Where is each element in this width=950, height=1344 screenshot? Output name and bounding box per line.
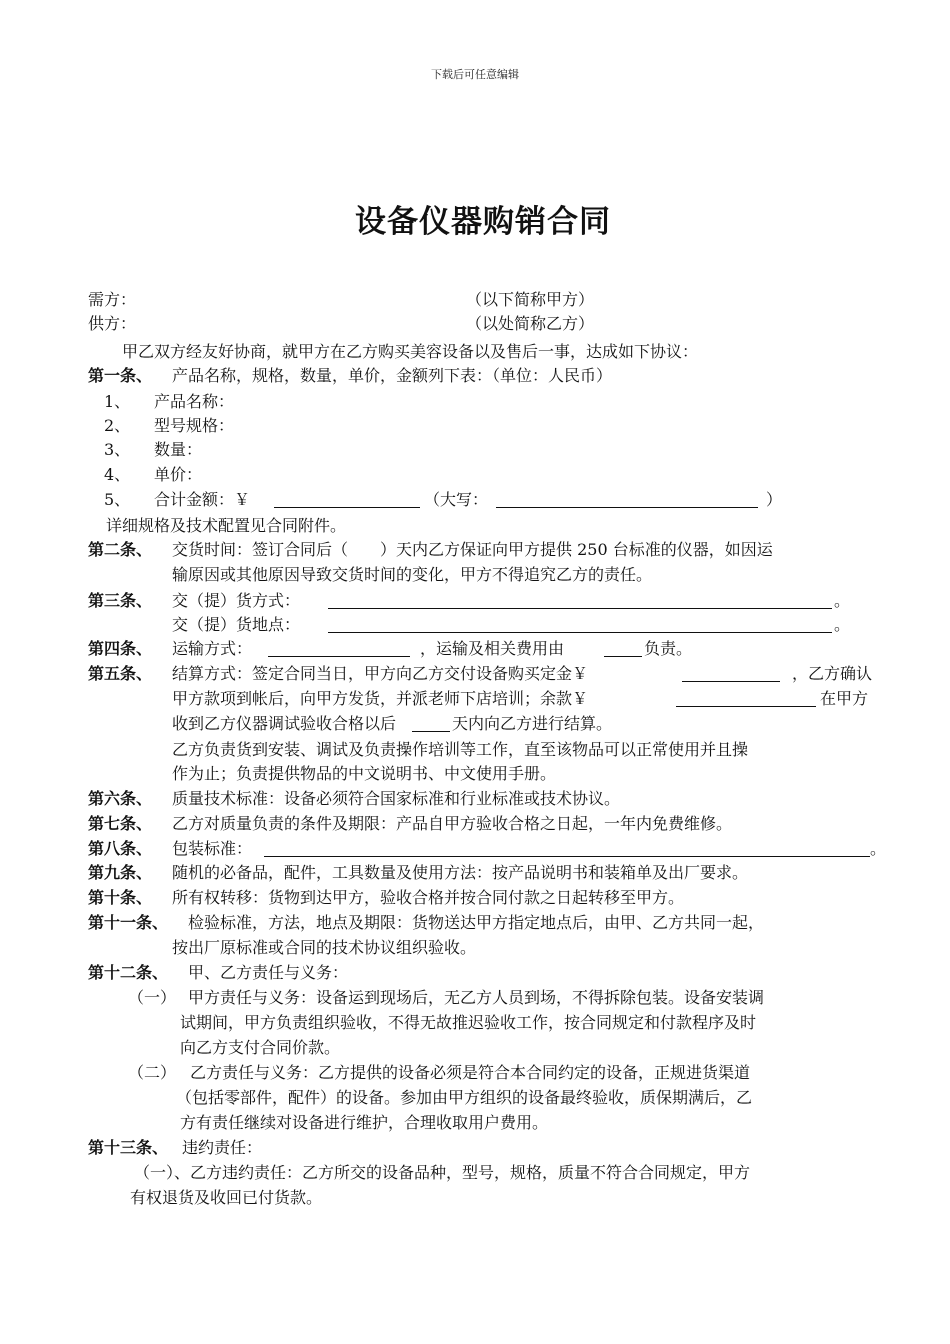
article-11-line-2: 按出厂原标准或合同的技术协议组织验收。 [172,938,477,957]
article-13-label: 第十三条、 [88,1138,169,1157]
buyer-label: 需方： [88,290,137,309]
article-9-text: 随机的必备品，配件，工具数量及使用方法：按产品说明书和装箱单及出厂要求。 [172,863,749,882]
article-6-text: 质量技术标准：设备必须符合国家标准和行业标准或技术协议。 [172,789,621,808]
article-2-line-2: 输原因或其他原因导致交货时间的变化，甲方不得追究乙方的责任。 [172,565,653,584]
article-13-s1-line-1: （一）、乙方违约责任：乙方所交的设备品种，型号，规格，质量不符合合同规定，甲方 [134,1163,751,1182]
article-11-label: 第十一条、 [88,913,169,932]
article-12-label: 第十二条、 [88,963,169,982]
buyer-note: （以下简称甲方） [466,290,595,309]
article-9-label: 第九条、 [88,863,153,882]
article-1-label: 第一条、 [88,366,153,385]
article-8-text: 包装标准： [172,839,253,858]
article-5-line-2b: 在甲方 [820,689,869,708]
article-5-line-3a: 收到乙方仪器调试验收合格以后 [172,714,397,733]
article-12-s2-line-3: 方有责任继续对设备进行维护，合理收取用户费用。 [180,1113,549,1132]
item-5-close: ） [766,490,783,509]
transport-cost-label: ，运输及相关费用由 [420,639,565,658]
settlement-days-blank [412,715,450,732]
article-12-s2-line-2: （包括零部件，配件）的设备。参加由甲方组织的设备最终验收，质保期满后，乙 [176,1088,753,1107]
article-1-text: 产品名称，规格，数量，单价，金额列下表：（单位：人民币） [172,366,613,385]
document-title: 设备仪器购销合同 [355,204,611,240]
article-6-label: 第六条、 [88,789,153,808]
article-12-text: 甲、乙方责任与义务： [188,963,349,982]
article-12-s2-line-1: 乙方责任与义务：乙方提供的设备必须是符合本合同约定的设备，正规进货渠道 [190,1063,751,1082]
transport-cost-blank [604,640,642,657]
transport-label: 运输方式： [172,639,253,658]
delivery-method-blank [328,592,832,609]
header-note: 下载后可任意编辑 [431,68,519,81]
transport-blank [268,640,410,657]
article-8-end: 。 [870,839,887,858]
deposit-blank [682,665,780,682]
intro-text: 甲乙双方经友好协商，就甲方在乙方购买美容设备以及售后一事，达成如下协议： [122,342,699,361]
article-10-text: 所有权转移：货物到达甲方，验收合格并按合同付款之日起转移至甲方。 [172,888,685,907]
article-10-label: 第十条、 [88,888,153,907]
total-amount-blank [274,491,420,508]
item-5-num: 5、 [104,490,131,509]
delivery-place-label: 交（提）货地点： [172,615,301,634]
article-12-s1-line-1: 甲方责任与义务：设备运到现场后，无乙方人员到场，不得拆除包装。设备安装调 [188,988,765,1007]
article-12-s1-line-3: 向乙方支付合同价款。 [180,1038,341,1057]
packaging-blank [264,840,870,857]
seller-note: （以处简称乙方） [466,314,595,333]
seller-label: 供方： [88,314,137,333]
item-1-text: 产品名称： [154,392,235,411]
delivery-method-label: 交（提）货方式： [172,591,301,610]
article-12-s1-line-2: 试期间，甲方负责组织验收，不得无故推迟验收工作，按合同规定和付款程序及时 [180,1013,757,1032]
article-5-line-5: 作为止；负责提供物品的中文说明书、中文使用手册。 [172,764,557,783]
balance-blank [676,690,816,707]
article-1-note: 详细规格及技术配置见合同附件。 [106,516,347,535]
article-7-label: 第七条、 [88,814,153,833]
article-5-line-2a: 甲方款项到帐后，向甲方发货，并派老师下店培训；余款￥ [172,689,589,708]
article-5-line-3b: 天内向乙方进行结算。 [452,714,613,733]
item-5-total-label: 合计金额：￥ [154,490,251,509]
item-4-text: 单价： [154,465,203,484]
article-2-line-1: 交货时间：签订合同后（ ）天内乙方保证向甲方提供 250 台标准的仪器，如因运 [172,540,773,559]
delivery-method-end: 。 [834,591,851,610]
item-4-num: 4、 [104,465,131,484]
item-3-text: 数量： [154,440,203,459]
item-2-text: 型号规格： [154,416,235,435]
article-5-line-1b: ，乙方确认 [792,664,873,683]
article-5-label: 第五条、 [88,664,153,683]
article-7-text: 乙方对质量负责的条件及期限：产品自甲方验收合格之日起，一年内免费维修。 [172,814,733,833]
article-13-text: 违约责任： [182,1138,263,1157]
item-1-num: 1、 [104,392,131,411]
article-12-s1-num: （一） [128,988,177,1007]
article-2-label: 第二条、 [88,540,153,559]
item-2-num: 2、 [104,416,131,435]
total-words-blank [496,491,758,508]
item-5-words-label: （大写： [424,490,489,509]
article-11-line-1: 检验标准，方法，地点及期限：货物送达甲方指定地点后，由甲、乙方共同一起， [188,913,765,932]
transport-cost-end: 负责。 [644,639,693,658]
article-4-label: 第四条、 [88,639,153,658]
delivery-place-end: 。 [834,615,851,634]
article-3-label: 第三条、 [88,591,153,610]
article-5-line-1a: 结算方式：签定合同当日，甲方向乙方交付设备购买定金￥ [172,664,589,683]
article-13-s1-line-2: 有权退货及收回已付货款。 [130,1188,323,1207]
item-3-num: 3、 [104,440,131,459]
article-8-label: 第八条、 [88,839,153,858]
delivery-place-blank [328,616,832,633]
article-5-line-4: 乙方负责货到安装、调试及负责操作培训等工作，直至该物品可以正常使用并且操 [172,740,749,759]
article-12-s2-num: （二） [128,1063,177,1082]
